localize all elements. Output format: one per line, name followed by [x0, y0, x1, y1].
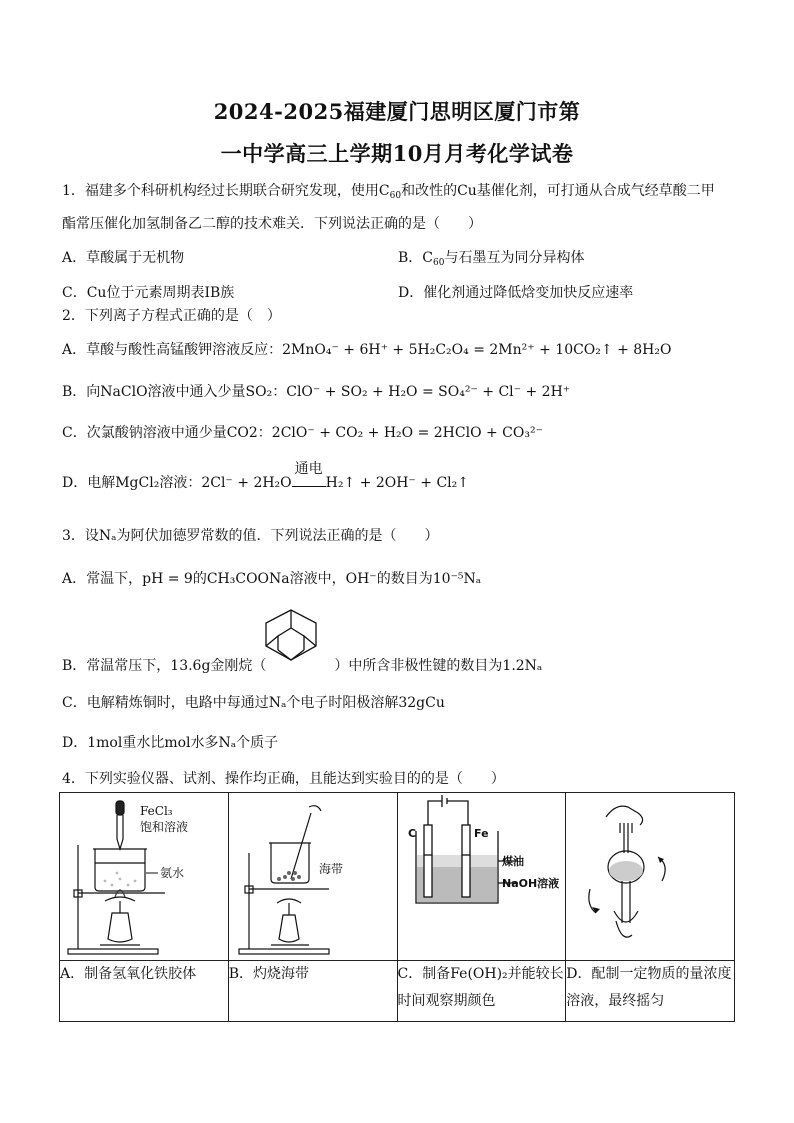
caption-b: B．灼烧海带 — [228, 961, 397, 1022]
ferrous-hydroxide-electrolysis-apparatus — [398, 793, 566, 960]
q3-option-d: D．1mol重水比mol水多Nₐ个质子 — [62, 735, 279, 751]
adamantane-structure-diagram — [258, 606, 324, 668]
label-ammonia: 氨水 — [160, 866, 185, 880]
q2-option-a: A．草酸与酸性高锰酸钾溶液反应：2MnO₄⁻ + 6H⁺ + 5H₂C₂O₄ = 2Mn²⁺ + 10CO₂↑ + 8H₂O — [62, 342, 672, 358]
label-kelp: 海带 — [318, 862, 343, 876]
q3-option-a: A．常温下，pH = 9的CH₃COONa溶液中，OH⁻的数目为10⁻⁵Nₐ — [62, 571, 482, 587]
volumetric-flask-shaking-diagram — [566, 793, 734, 960]
ferric-hydroxide-colloid-apparatus — [60, 793, 228, 960]
kelp-burning-apparatus — [229, 793, 397, 960]
apparatus-cell-a — [60, 793, 229, 961]
label-electrode-fe: Fe — [473, 827, 489, 840]
q4-apparatus-table — [59, 792, 735, 1022]
exam-title-line2: 一中学高三上学期10月月考化学试卷 — [220, 141, 574, 166]
q3-option-b: B．常温常压下，13.6g金刚烷（ ）中所含非极性键的数目为1.2Nₐ — [62, 658, 543, 674]
apparatus-cell-c — [397, 793, 566, 961]
label-saturated-solution: 饱和溶液 — [140, 820, 189, 834]
q1-stem-line2: 酯常压催化加氢制备乙二醇的技术难关．下列说法正确的是（ ） — [62, 216, 482, 232]
electrolysis-condition: 通电 — [294, 461, 323, 477]
caption-d: D．配制一定物质的量浓度溶液，最终摇匀 — [566, 961, 735, 1022]
caption-c: C．制备Fe(OH)₂并能较长时间观察期颜色 — [397, 961, 566, 1022]
q2-option-d: D．电解MgCl₂溶液：2Cl⁻ + 2H₂O 通电 H₂↑ + 2OH⁻ + Cl₂↑ — [62, 461, 469, 491]
q2-stem: 2．下列离子方程式正确的是（ ） — [62, 308, 281, 324]
apparatus-cell-d — [566, 793, 735, 961]
q1-option-a: A．草酸属于无机物 — [62, 250, 185, 266]
label-naoh-solution: NaOH溶液 — [501, 877, 559, 890]
q1-option-b: B．$C_{60}$与石墨互为同分异构体 — [398, 250, 585, 268]
q1-option-d: D．催化剂通过降低焓变加快反应速率 — [398, 285, 634, 301]
q2-option-c: C．次氯酸钠溶液中通少量CO2：2ClO⁻ + CO₂ + H₂O = 2HClO + CO₃²⁻ — [62, 425, 543, 441]
q1-option-c: C．Cu位于元素周期表ⅠB族 — [62, 285, 235, 301]
label-kerosene: 煤油 — [501, 855, 524, 868]
q3-stem: 3．设Nₐ为阿伏加德罗常数的值．下列说法正确的是（ ） — [62, 528, 439, 544]
apparatus-cell-b — [228, 793, 397, 961]
exam-title-line1: 2024-2025福建厦门思明区厦门市第 — [213, 99, 581, 124]
label-fecl3: FeCl₃ — [140, 804, 173, 818]
label-electrode-c: C — [407, 827, 416, 840]
q4-stem: 4．下列实验仪器、试剂、操作均正确，且能达到实验目的的是（ ） — [62, 771, 505, 787]
q3-option-c: C．电解精炼铜时，电路中每通过Nₐ个电子时阳极溶解32gCu — [62, 695, 445, 711]
q1-stem-line1: 1．福建多个科研机构经过长期联合研究发现，使用$C_{60}$和改性的Cu基催化剂，可打通从合成气经草酸二甲 — [62, 183, 715, 201]
caption-a: A．制备氢氧化铁胶体 — [60, 961, 229, 1022]
q2-option-b: B．向NaClO溶液中通入少量SO₂：ClO⁻ + SO₂ + H₂O = SO₄²⁻ + Cl⁻ + 2H⁺ — [62, 384, 571, 400]
